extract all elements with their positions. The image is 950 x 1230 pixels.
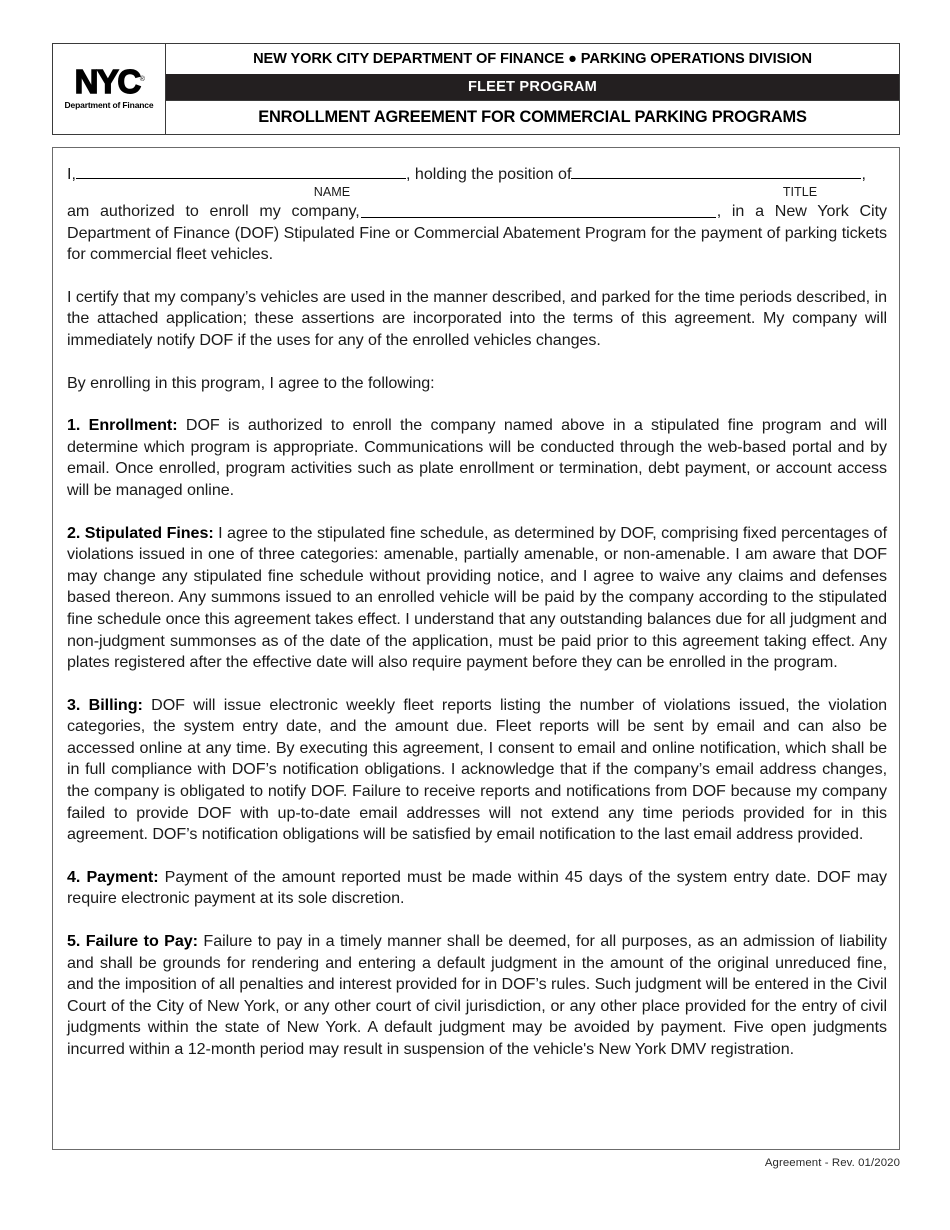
section-stipulated-fines — [67, 523, 887, 674]
section-stipulated-fines-label: 2. Stipulated Fines: — [67, 523, 214, 542]
section-failure-to-pay-label: 5. Failure to Pay: — [67, 932, 198, 951]
trademark-icon: ® — [139, 75, 144, 83]
section-failure-to-pay-text: Failure to pay in a timely manner shall be deemed, for all purposes, as an admission of liability and shall be grounds for rendering and entering a default judgment in the amount of the original unreduced fine, and the imposition of all penalties and interest provided for in DOF’s rules. Such judgment will be entered in the Civil Court of the City of New York, or any other court of civil jurisdiction, or any other place provided for the entry of civil judgments within the state of New York. A default judgment may be avoided by payment. Five open judgments incurred within a 12-month period may result in suspension of the vehicle's New York DMV registration. — [67, 932, 888, 1058]
section-billing — [67, 695, 887, 846]
certification-paragraph: I certify that my company’s vehicles are used in the manner described, and parked for the time periods described, in the attached application; these assertions are incorporated into the terms of this agreement. My company will immediately notify DOF if the uses for any of the enrolled vehicles changes. — [67, 287, 887, 349]
header-agency-line: NEW YORK CITY DEPARTMENT OF FINANCE ● PARKING OPERATIONS DIVISION — [166, 44, 899, 74]
nyc-logo-text: NYC — [74, 62, 140, 100]
name-field-caption: NAME — [313, 185, 351, 199]
header-form-title: ENROLLMENT AGREEMENT FOR COMMERCIAL PARKING PROGRAMS — [166, 100, 899, 133]
agreement-intro: By enrolling in this program, I agree to the following: — [67, 373, 435, 392]
form-lead-label: I, — [67, 165, 76, 183]
header-title-group — [166, 44, 899, 134]
section-billing-label: 3. Billing: — [67, 695, 143, 714]
footer-revision-note: Agreement - Rev. 01/2020 — [764, 1157, 900, 1169]
company-prefix-label: am authorized to enroll my company, — [67, 202, 360, 220]
nyc-dof-logo — [53, 44, 166, 134]
section-billing-text: DOF will issue electronic weekly fleet reports listing the number of violations issued, the violation categories, the system entry date, and the amount due. Fleet reports will be sent by email and can also be accessed online at any time. By executing this agreement, I consent to email and online notification, which shall be in full compliance with DOF’s notification obligations. I acknowledge that if the company’s email address changes, the company is obligated to notify DOF. Failure to receive reports and notifications from DOF because my company failed to provide DOF with up-to-date email addresses will not extend any time periods provided for in this agreement. DOF’s notification obligations will be satisfied by email notification to the last email address provided. — [67, 695, 887, 844]
nyc-logo-mark — [74, 62, 144, 100]
section-enrollment-label: 1. Enrollment: — [67, 416, 178, 435]
section-payment — [67, 867, 887, 910]
holding-position-label: , holding the position of — [405, 165, 572, 183]
section-payment-text: Payment of the amount reported must be made within 45 days of the system entry date. DOF may require electronic payment at its sole discretion. — [67, 867, 887, 908]
section-payment-label: 4. Payment: — [67, 867, 159, 886]
name-title-form-line — [67, 163, 887, 185]
title-field[interactable] — [571, 163, 861, 179]
company-form-line — [67, 201, 887, 266]
header-program-band: FLEET PROGRAM — [166, 74, 899, 100]
form-line-trailing-comma: , — [861, 165, 866, 183]
section-stipulated-fines-text: I agree to the stipulated fine schedule, as determined by DOF, comprising fixed percentages of violations issued in one of three categories: amenable, partially amenable, or non-amenable. I am aware that DOF may change any stipulated fine schedule without providing notice, and I agree to waive any claims and defenses based thereon. Any summons issued to an enrolled vehicle will be paid by the company according to the stipulated fine schedule once this agreement takes effect. I understand that any outstanding balances due for all judgment and non-judgment summonses as of the date of the application, must be paid prior to this agreement taking effect. Any plates registered after the effective date will also require payment before they can be enrolled in the program. — [67, 523, 887, 672]
document-body — [52, 147, 900, 1150]
section-enrollment-text: DOF is authorized to enroll the company named above in a stipulated fine program and will determine which program is appropriate. Communications will be conducted through the web-based portal and by email. Once enrolled, program activities such as plate enrollment or termination, debt payment, or account access will be managed online. — [67, 416, 887, 499]
logo-subtitle: Department of Finance — [64, 100, 154, 111]
company-suffix-text: , in a New York City Department of Finance (DOF) Stipulated Fine or Commercial Abatement Program for the payment of parking tickets for commercial fleet vehicles. — [67, 202, 887, 264]
section-enrollment — [67, 415, 887, 501]
title-field-caption: TITLE — [782, 185, 818, 199]
name-field[interactable] — [76, 163, 406, 179]
company-field[interactable] — [361, 202, 716, 218]
document-header — [52, 43, 900, 135]
form-captions — [67, 185, 887, 201]
section-failure-to-pay — [67, 931, 887, 1061]
